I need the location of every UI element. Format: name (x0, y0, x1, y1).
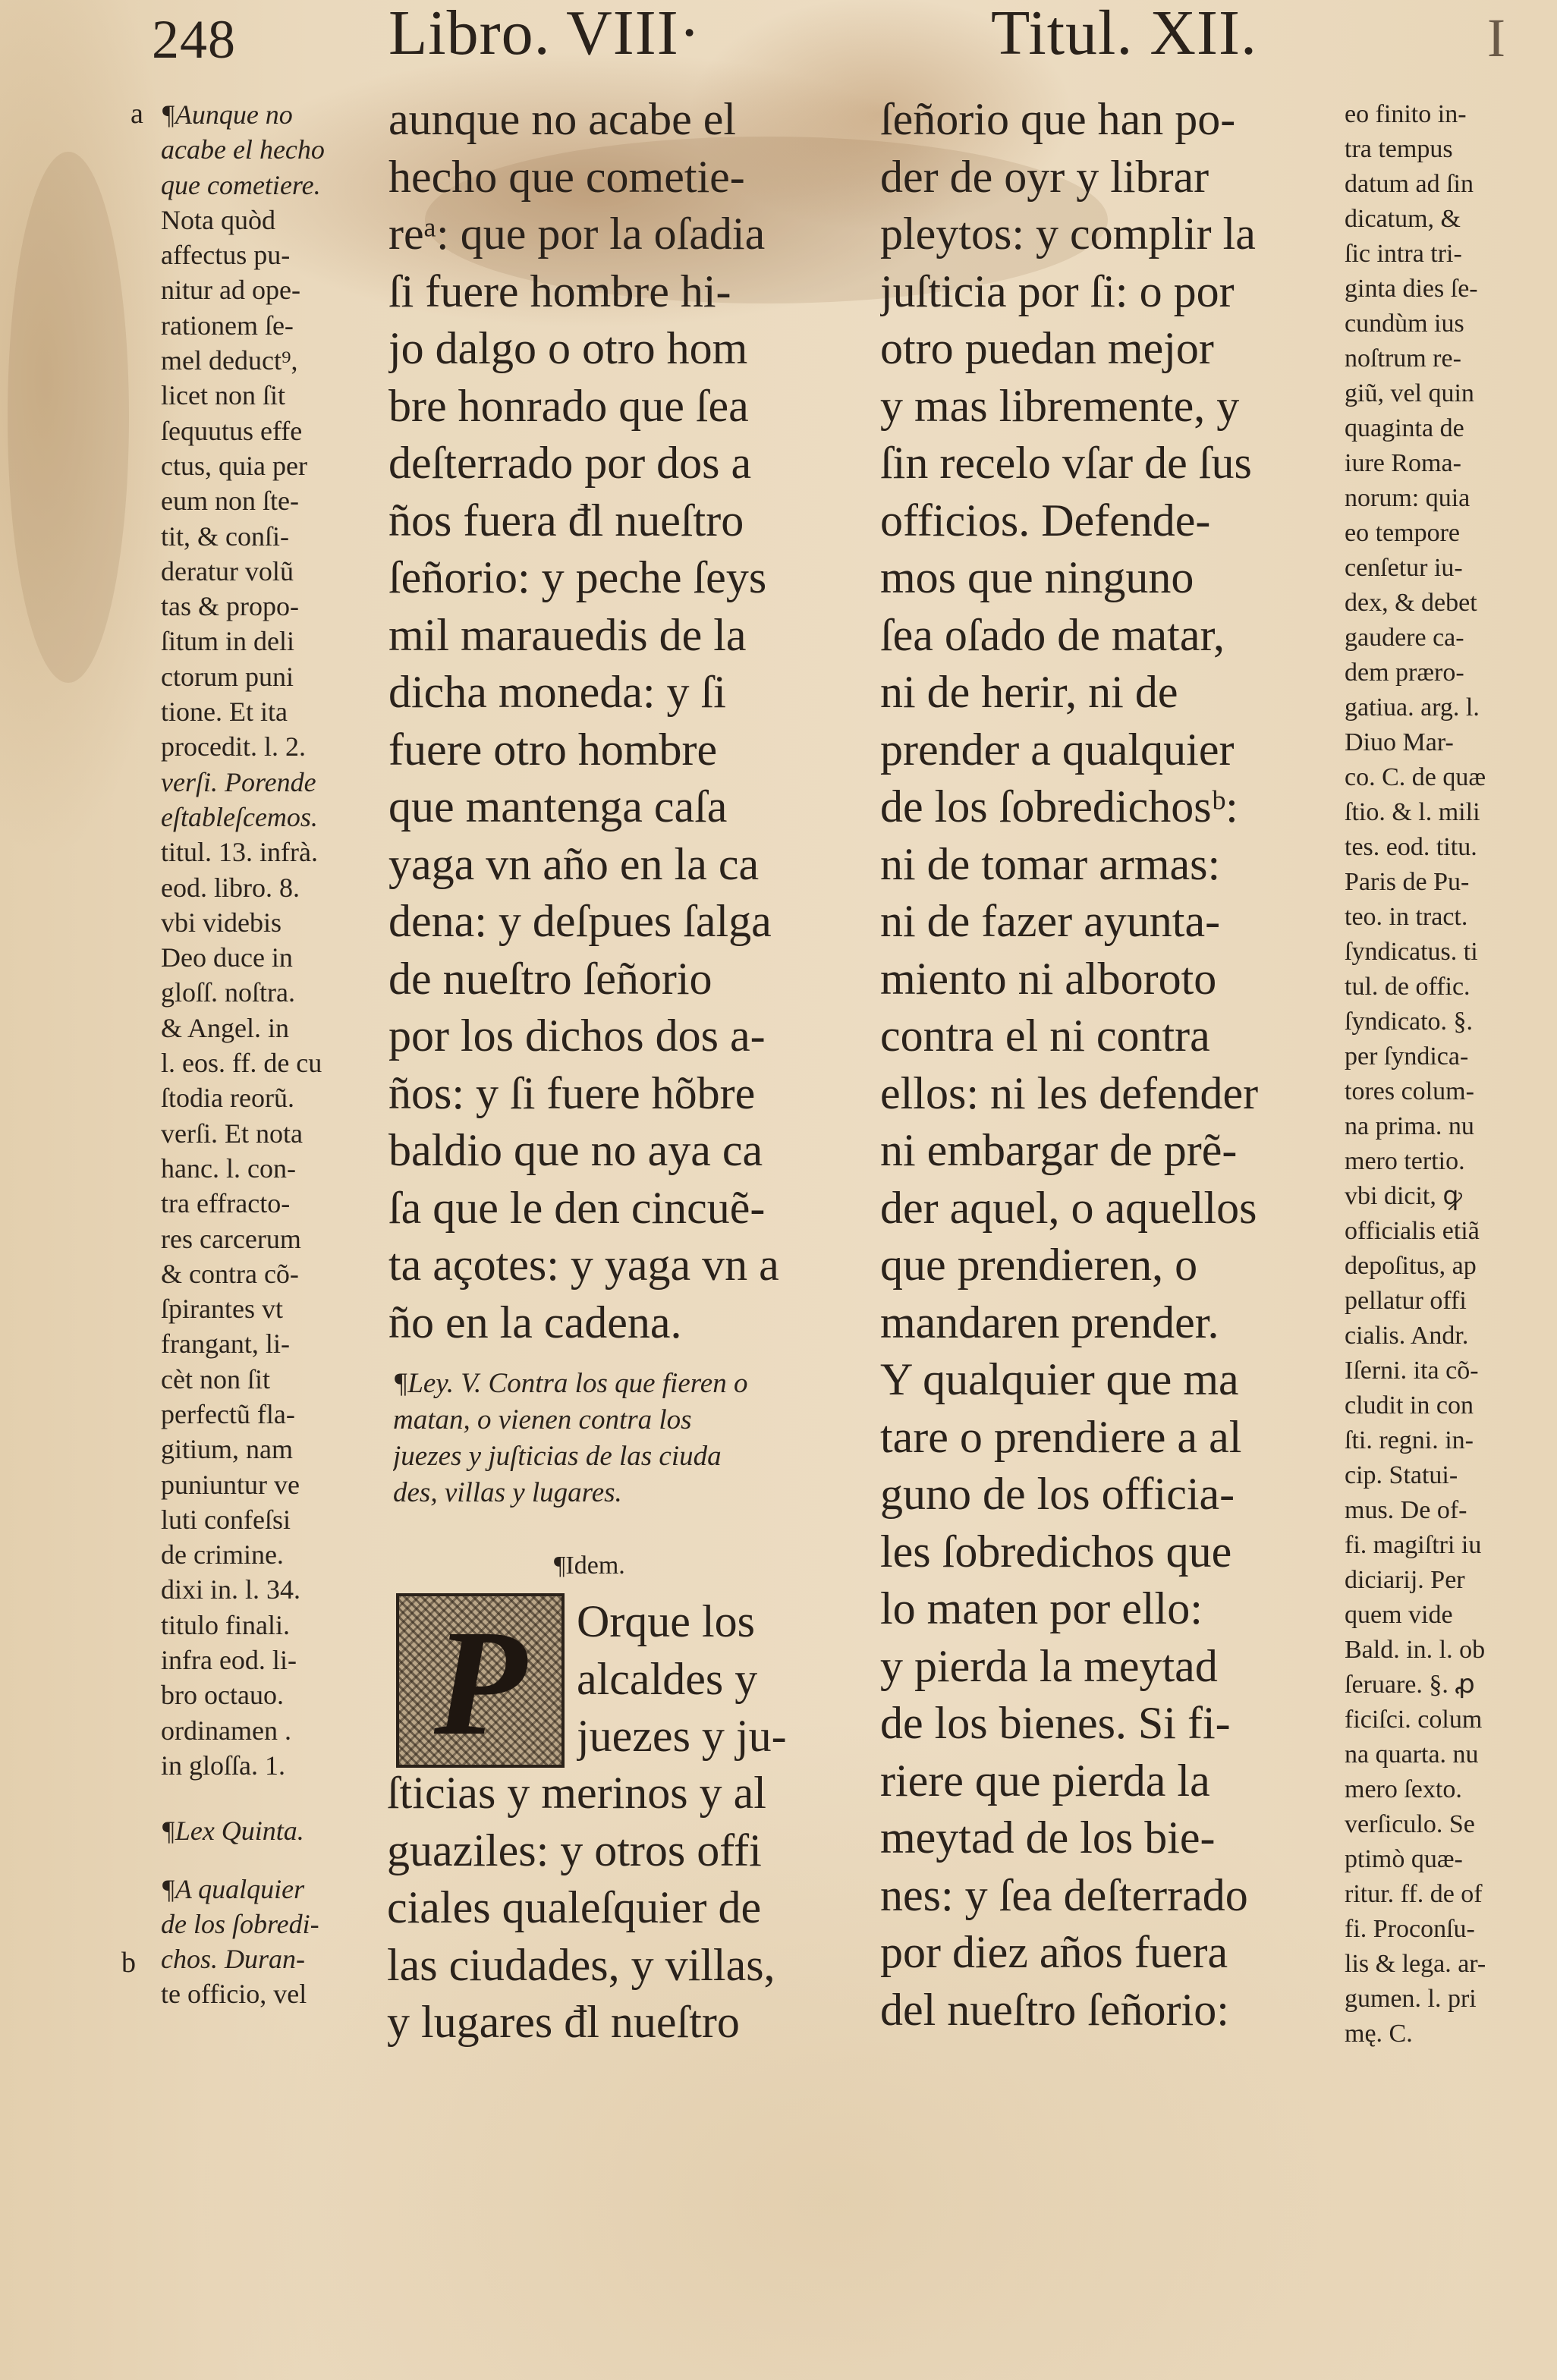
text-line: juezes y ju- (577, 1711, 787, 1761)
gloss-line: fi. magiſtri iu (1345, 1531, 1482, 1559)
page-number: 248 (152, 9, 236, 70)
gloss-line: na quarta. nu (1345, 1740, 1479, 1768)
text-line: miento ni alboroto (880, 953, 1217, 1004)
gloss-line: ¶Aunque no (161, 99, 293, 130)
gloss-line: nitur ad ope- (161, 275, 300, 306)
heading-line: matan, o vienen contra los (393, 1404, 692, 1435)
gloss-line: procedit. l. 2. (161, 731, 306, 762)
law-heading (393, 1366, 826, 1511)
gloss-line: dixi in. l. 34. (161, 1574, 301, 1605)
text-line: ſin recelo vſar de ſus (880, 438, 1252, 488)
text-line: juſticia por ſi: o por (880, 266, 1235, 316)
gloss-line: infra eod. li- (161, 1645, 297, 1676)
gloss-line: ſtio. & l. mili (1345, 798, 1480, 826)
left-gloss-top (161, 97, 388, 1783)
edge-mark: I (1487, 8, 1506, 68)
gloss-line: licet non ſit (161, 380, 285, 411)
gloss-line: mel deduct⁹, (161, 345, 298, 376)
gloss-line: dem præro- (1345, 659, 1464, 687)
gloss-line: ſic intra tri- (1345, 240, 1462, 268)
gloss-line: de crimine. (161, 1539, 284, 1570)
gloss-line: eum non ſte- (161, 486, 299, 517)
gloss-line: fi. Proconſu- (1345, 1915, 1475, 1943)
idem-label: ¶Idem. (554, 1552, 625, 1580)
gloss-line: te officio, vel (161, 1979, 307, 2010)
text-line: ſeñorio que han po- (880, 94, 1236, 144)
gloss-line: in gloſſa. 1. (161, 1750, 285, 1781)
text-line: guaziles: y otros offi (387, 1825, 762, 1875)
gloss-line: Iſerni. ita cõ- (1345, 1357, 1479, 1385)
drop-cap-letter: P (433, 1599, 527, 1767)
text-line: ni de tomar armas: (880, 838, 1221, 889)
gloss-line: ficiſci. colum (1345, 1706, 1483, 1734)
gloss-line: & Angel. in (161, 1012, 289, 1043)
gloss-line: de los ſobredi- (161, 1908, 319, 1939)
gloss-line: ſpirantes vt (161, 1294, 283, 1325)
text-line: prender a qualquier (880, 724, 1235, 775)
text-line: por los dichos dos a- (388, 1011, 766, 1061)
gloss-line: res carcerum (161, 1223, 301, 1254)
gloss-line: verſi. Et nota (161, 1118, 303, 1149)
text-line: riere que pierda la (880, 1755, 1210, 1806)
text-line: de nueſtro ſeñorio (388, 953, 712, 1004)
gloss-line: noſtrum re- (1345, 344, 1461, 373)
gloss-line: iure Roma- (1345, 449, 1461, 477)
gloss-line: ſyndicato. §. (1345, 1008, 1474, 1036)
gloss-line: ſitum in deli (161, 626, 294, 657)
gloss-line: na prima. nu (1345, 1112, 1474, 1140)
text-line: ta açotes: y yaga vn a (388, 1240, 779, 1290)
text-line: meytad de los bie- (880, 1813, 1216, 1863)
gloss-line: gatiua. arg. l. (1345, 693, 1480, 722)
text-line: y pierda la meytad (880, 1640, 1218, 1691)
gloss-line: officialis etiã (1345, 1217, 1480, 1245)
text-line: de los ſobredichosᵇ: (880, 781, 1238, 832)
text-line: ño en la cadena. (388, 1297, 682, 1347)
main-column-1-bottom (387, 1765, 819, 2051)
gloss-line: mę. C. (1345, 2020, 1413, 2048)
heading-line: juezes y juſticias de las ciuda (393, 1441, 722, 1472)
text-line: Orque los (577, 1596, 755, 1646)
text-line: otro puedan mejor (880, 323, 1214, 373)
gloss-line: luti confeſsi (161, 1504, 291, 1535)
text-line: pleytos: y complir la (880, 209, 1256, 259)
gloss-line: lis & lega. ar- (1345, 1950, 1486, 1978)
gloss-line: Nota quòd (161, 204, 275, 235)
text-line: les ſobredichos que (880, 1526, 1232, 1577)
text-line: ni embargar de prẽ- (880, 1125, 1238, 1175)
text-line: hecho que cometie- (388, 151, 745, 202)
text-line: ſa que le den cincuẽ- (388, 1182, 766, 1233)
gloss-line: chos. Duran- (161, 1944, 305, 1975)
text-line: guno de los officia- (880, 1469, 1235, 1519)
heading-line: ¶Ley. V. Contra los que fieren o (393, 1368, 748, 1399)
gloss-line: gitium, nam (161, 1434, 293, 1465)
text-line: dicha moneda: y ſi (388, 667, 726, 717)
gloss-line: acabe el hecho (161, 134, 325, 165)
text-line: mos que ninguno (880, 552, 1194, 602)
gloss-line: ordinamen . (161, 1715, 291, 1746)
text-line: ños: y ſi fuere hõbre (388, 1067, 756, 1118)
gloss-line: depoſitus, ap (1345, 1252, 1477, 1280)
text-line: ſeñorio: y peche ſeys (388, 552, 767, 602)
text-line: dena: y deſpues ſalga (388, 896, 772, 946)
text-line: contra el ni contra (880, 1011, 1210, 1061)
right-gloss (1345, 97, 1542, 2051)
gloss-line: verſi. Porende (161, 766, 316, 797)
text-line: baldio que no aya ca (388, 1125, 763, 1175)
text-line: ſea oſado de matar, (880, 609, 1225, 660)
text-line: bre honrado que ſea (388, 380, 749, 431)
gloss-line: Paris de Pu- (1345, 868, 1470, 896)
gloss-line: dicatum, & (1345, 205, 1461, 233)
left-gloss (161, 97, 388, 2012)
gloss-line: tra tempus (1345, 135, 1453, 163)
lex-label: ¶Lex Quinta. (161, 1816, 304, 1847)
gloss-line: ſtodia reorũ. (161, 1083, 294, 1114)
gloss-line: perfectũ fla- (161, 1398, 295, 1429)
gloss-line: eo tempore (1345, 519, 1460, 547)
gloss-line: ¶A qualquier (161, 1873, 305, 1904)
gloss-line: & contra cõ- (161, 1258, 299, 1289)
gloss-line: deratur volũ (161, 555, 294, 586)
gloss-line: ctorum puni (161, 661, 294, 692)
text-line: ciales qualeſquier de (387, 1882, 762, 1932)
gloss-line: teo. in tract. (1345, 903, 1468, 931)
gloss-line: l. eos. ff. de cu (161, 1048, 322, 1079)
heading-line: des, villas y lugares. (393, 1477, 622, 1508)
gloss-line: vbi videbis (161, 907, 282, 938)
gloss-line: datum ad ſin (1345, 170, 1474, 198)
gloss-line: affectus pu- (161, 240, 291, 271)
text-line: mil marauedis de la (388, 609, 747, 660)
title-heading: Titul. XII. (991, 0, 1257, 68)
gloss-line: ptimò quæ- (1345, 1845, 1463, 1873)
running-header (0, 0, 1557, 76)
gloss-line: eod. libro. 8. (161, 872, 300, 903)
lines-beside-drop-cap (577, 1593, 819, 1765)
gloss-line: tit, & conſi- (161, 520, 289, 552)
gloss-line: quem vide (1345, 1601, 1453, 1629)
text-line: tare o prendiere a al (880, 1411, 1242, 1462)
gloss-line: tes. eod. titu. (1345, 833, 1477, 861)
text-line: mandaren prender. (880, 1297, 1219, 1347)
gloss-line: Bald. in. l. ob (1345, 1636, 1486, 1664)
text-line: deſterrado por dos a (388, 438, 752, 488)
text-line: jo dalgo o otro hom (388, 323, 748, 373)
gloss-line: rationem ſe- (161, 310, 294, 341)
gloss-line: co. C. de quæ (1345, 763, 1486, 791)
gloss-line: ſyndicatus. ti (1345, 938, 1478, 966)
gloss-line: ſeruare. §. ꝓ (1345, 1671, 1475, 1699)
gloss-line: Deo duce in (161, 942, 293, 973)
main-column-2 (880, 91, 1313, 2039)
gloss-line: ſequutus effe (161, 415, 303, 446)
text-line: fuere otro hombre (388, 724, 718, 775)
gloss-line: tores colum- (1345, 1077, 1474, 1105)
text-line: ni de herir, ni de (880, 667, 1178, 717)
gloss-line: tul. de offic. (1345, 973, 1470, 1001)
text-line: de los bienes. Si fi- (880, 1698, 1231, 1748)
gloss-line: ginta dies ſe- (1345, 275, 1478, 303)
gloss-line: cialis. Andr. (1345, 1322, 1469, 1350)
text-line: der de oyr y librar (880, 151, 1209, 202)
text-line: aunque no acabe el (388, 94, 737, 144)
gloss-line: cenſetur iu- (1345, 554, 1463, 582)
text-line: der aquel, o aquellos (880, 1182, 1257, 1233)
gloss-marker-a: a (131, 98, 143, 130)
left-gloss-bottom (161, 1872, 388, 2012)
text-line: reᵃ: que por la oſadia (388, 209, 766, 259)
gloss-line: bro octauo. (161, 1680, 284, 1711)
gloss-line: tas & propo- (161, 591, 299, 622)
gloss-line: titulo finali. (161, 1609, 290, 1640)
gloss-marker-b: b (121, 1947, 136, 1979)
gloss-line: mus. De of- (1345, 1496, 1467, 1524)
gloss-line: ritur. ff. de of (1345, 1880, 1483, 1908)
edge-stain (8, 152, 129, 683)
gloss-line: mero tertio. (1345, 1147, 1465, 1175)
book-heading: Libro. VIII· (388, 0, 701, 68)
text-line: Y qualquier que ma (880, 1354, 1239, 1404)
gloss-line: dex, & debet (1345, 589, 1477, 617)
gloss-line: giũ, vel quin (1345, 379, 1474, 407)
text-line: ſi fuere hombre hi- (388, 266, 731, 316)
gloss-line: hanc. l. con- (161, 1152, 296, 1184)
gloss-line: cundùm ius (1345, 310, 1464, 338)
text-line: que prendieren, o (880, 1240, 1198, 1290)
gloss-line: verſiculo. Se (1345, 1810, 1475, 1838)
gloss-line: quaginta de (1345, 414, 1464, 442)
gloss-line: cip. Statui- (1345, 1461, 1458, 1489)
text-line: por diez años fuera (880, 1927, 1228, 1977)
text-line: del nueſtro ſeñorio: (880, 1984, 1229, 2035)
gloss-line: que cometiere. (161, 169, 321, 200)
gloss-line: gloſſ. noſtra. (161, 977, 295, 1008)
gloss-line: eſtableſcemos. (161, 801, 318, 832)
gloss-line: per ſyndica- (1345, 1042, 1469, 1071)
gloss-line: cèt non ſit (161, 1363, 270, 1394)
text-line: ni de fazer ayunta- (880, 896, 1221, 946)
text-line: que mantenga caſa (388, 781, 728, 832)
gloss-line: diciarij. Per (1345, 1566, 1465, 1594)
drop-cap-ornament (396, 1593, 565, 1768)
gloss-line: tione. Et ita (161, 696, 288, 728)
text-line: alcaldes y (577, 1653, 758, 1704)
gloss-line: gumen. l. pri (1345, 1985, 1477, 2013)
text-line: lo maten por ello: (880, 1583, 1203, 1633)
text-line: y mas libremente, y (880, 380, 1240, 431)
gloss-line: vbi dicit, ꝙ (1345, 1182, 1462, 1210)
gloss-line: mero ſexto. (1345, 1775, 1462, 1803)
main-column-1-top (388, 91, 821, 1351)
gloss-line: cludit in con (1345, 1391, 1474, 1420)
gloss-line: eo finito in- (1345, 100, 1467, 128)
text-line: ños fuera đl nueſtro (388, 495, 744, 545)
gloss-line: puniuntur ve (161, 1469, 300, 1500)
text-line: las ciudades, y villas, (387, 1939, 775, 1990)
gloss-line: gaudere ca- (1345, 624, 1464, 652)
gloss-line: Diuo Mar- (1345, 728, 1454, 756)
text-line: nes: y ſea deſterrado (880, 1869, 1248, 1920)
gloss-line: pellatur offi (1345, 1287, 1467, 1315)
text-line: officios. Defende- (880, 495, 1211, 545)
text-line: y lugares đl nueſtro (387, 1997, 740, 2047)
gloss-line: ctus, quia per (161, 450, 307, 481)
gloss-line: norum: quia (1345, 484, 1470, 512)
gloss-line: frangant, li- (161, 1328, 290, 1360)
text-line: ellos: ni les defender (880, 1067, 1259, 1118)
text-line: ſticias y merinos y al (387, 1768, 766, 1818)
gloss-line: titul. 13. infrà. (161, 837, 318, 868)
text-line: yaga vn año en la ca (388, 838, 760, 889)
gloss-line: tra effracto- (161, 1188, 291, 1219)
gloss-line: ſti. regni. in- (1345, 1426, 1474, 1454)
